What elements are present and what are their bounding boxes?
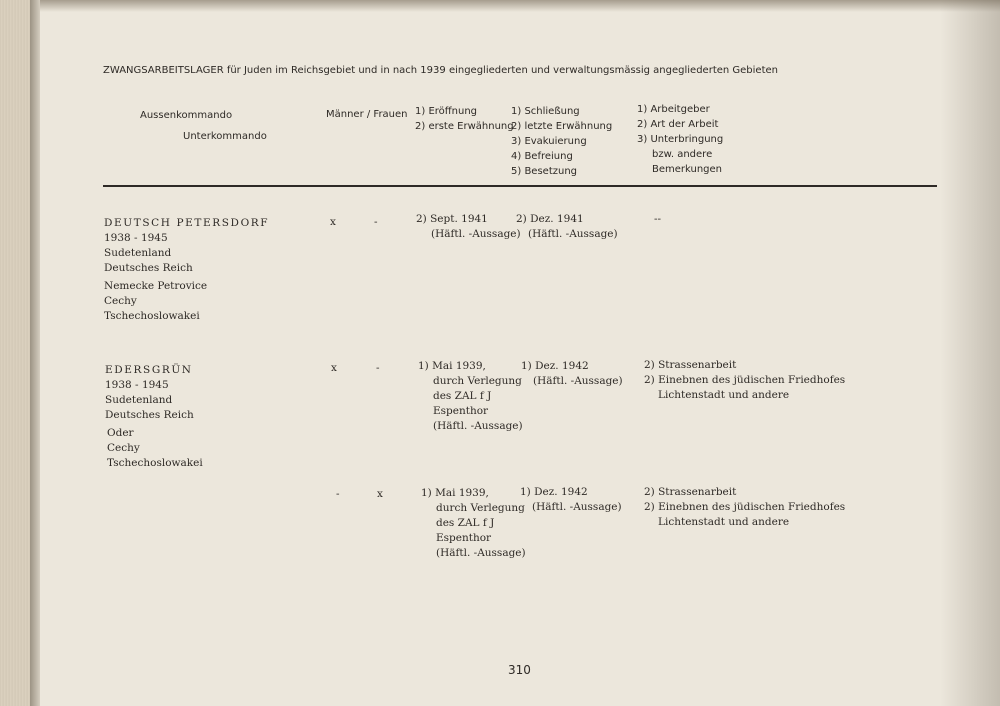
location-line: Cechy (104, 295, 137, 307)
opening-cell (418, 359, 523, 434)
women-mark: - (374, 216, 378, 228)
location-line: Tschechoslowakei (107, 457, 203, 469)
remarks-cell: -- (654, 213, 662, 225)
location-line: 1938 - 1945 (104, 232, 168, 244)
header-eroeffnung (415, 104, 514, 134)
location-line: Deutsches Reich (104, 262, 193, 274)
remarks-line: 2) Strassenarbeit (644, 486, 737, 498)
remarks-line: Lichtenstadt und andere (658, 389, 790, 401)
header-schliessung-line: 2) letzte Erwähnung (511, 121, 613, 132)
header-arbeitgeber-line: 2) Art der Arbeit (637, 119, 719, 130)
opening-line: 2) Sept. 1941 (416, 213, 488, 225)
header-arbeitgeber (637, 102, 723, 177)
page-number: 310 (508, 663, 531, 677)
closing-cell (516, 212, 618, 242)
opening-line: Espenthor (433, 405, 489, 417)
camp-name: EDERSGRÜN (105, 364, 193, 376)
remarks-line: 2) Strassenarbeit (644, 359, 737, 371)
location-line: 1938 - 1945 (105, 379, 169, 391)
entry-deutsch-petersdorf-location (104, 216, 269, 276)
opening-line: (Häftl. -Aussage) (433, 420, 523, 432)
entry-edersgruen-location (105, 363, 194, 423)
opening-line: durch Verlegung (433, 375, 522, 387)
closing-cell (520, 485, 622, 515)
remarks-line: 2) Einebnen des jüdischen Friedhofes (644, 501, 846, 513)
women-mark: - (376, 362, 380, 374)
document-title: ZWANGSARBEITSLAGER für Juden im Reichsgebiet und in nach 1939 eingegliederten und verwaltungsmässig angegliederten Gebieten (103, 65, 778, 76)
header-eroeffnung-line: 2) erste Erwähnung (415, 121, 514, 132)
closing-line: (Häftl. -Aussage) (532, 501, 622, 513)
page-right-shadow (940, 0, 1000, 706)
entry-deutsch-petersdorf-location2 (104, 279, 207, 324)
men-mark: x (330, 216, 336, 228)
header-arbeitgeber-line: 3) Unterbringung (637, 134, 724, 145)
location-line: Deutsches Reich (105, 409, 194, 421)
location-line: Nemecke Petrovice (104, 280, 208, 292)
camp-name: DEUTSCH PETERSDORF (104, 217, 270, 229)
header-aussenkommando: Aussenkommando (140, 110, 233, 121)
opening-cell (416, 212, 521, 242)
header-arbeitgeber-line: Bemerkungen (652, 164, 723, 175)
opening-line: durch Verlegung (436, 502, 525, 514)
opening-line: Espenthor (436, 532, 492, 544)
location-line: Tschechoslowakei (104, 310, 200, 322)
page-top-shadow (40, 0, 1000, 12)
opening-line: 1) Mai 1939, (418, 360, 486, 372)
closing-line: 1) Dez. 1942 (520, 486, 588, 498)
remarks-cell (644, 358, 845, 403)
header-schliessung-line: 4) Befreiung (511, 151, 573, 162)
remarks-line: 2) Einebnen des jüdischen Friedhofes (644, 374, 846, 386)
location-line: Sudetenland (104, 247, 172, 259)
closing-line: 1) Dez. 1942 (521, 360, 589, 372)
men-mark: - (336, 488, 340, 500)
women-mark: x (377, 488, 383, 500)
location-line: Sudetenland (105, 394, 173, 406)
opening-line: (Häftl. -Aussage) (436, 547, 526, 559)
closing-line: (Häftl. -Aussage) (528, 228, 618, 240)
men-mark: x (331, 362, 337, 374)
closing-line: (Häftl. -Aussage) (533, 375, 623, 387)
remarks-cell (644, 485, 845, 530)
header-maenner-frauen: Männer / Frauen (326, 109, 408, 120)
location-line: Cechy (107, 442, 140, 454)
remarks-line: Lichtenstadt und andere (658, 516, 790, 528)
opening-line: des ZAL f J (433, 390, 492, 402)
opening-line: des ZAL f J (436, 517, 495, 529)
entry-edersgruen-location2 (107, 426, 203, 471)
header-schliessung (511, 104, 612, 179)
opening-line: (Häftl. -Aussage) (431, 228, 521, 240)
header-unterkommando: Unterkommando (183, 131, 267, 142)
header-arbeitgeber-line: bzw. andere (652, 149, 713, 160)
header-schliessung-line: 1) Schließung (511, 106, 580, 117)
header-eroeffnung-line: 1) Eröffnung (415, 106, 478, 117)
header-schliessung-line: 3) Evakuierung (511, 136, 587, 147)
header-schliessung-line: 5) Besetzung (511, 166, 578, 177)
closing-cell (521, 359, 623, 389)
closing-line: 2) Dez. 1941 (516, 213, 584, 225)
header-rule (103, 185, 937, 187)
opening-cell (421, 486, 526, 561)
opening-line: 1) Mai 1939, (421, 487, 489, 499)
location-line: Oder (107, 427, 134, 439)
header-arbeitgeber-line: 1) Arbeitgeber (637, 104, 710, 115)
